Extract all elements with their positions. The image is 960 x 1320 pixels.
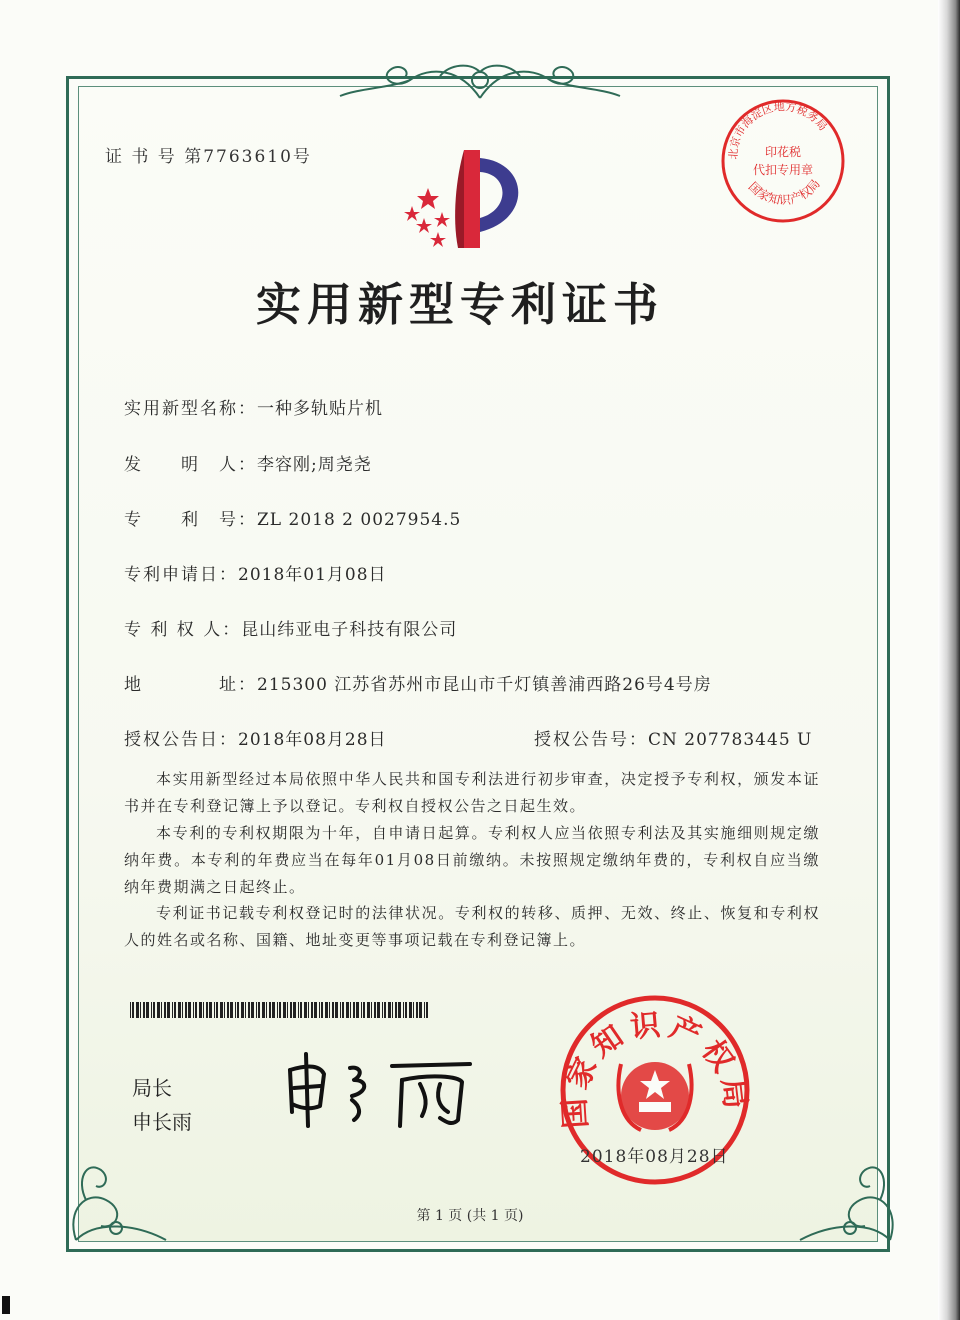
paragraph-1: 本实用新型经过本局依照中华人民共和国专利法进行初步审查，决定授予专利权，颁发本证书并在专利登记簿上予以登记。专利权自授权公告之日起生效。 [124,770,820,815]
barcode-bar [241,1002,244,1018]
field-inventor [124,450,372,475]
barcode-bar [290,1002,292,1018]
barcode-bar [356,1002,359,1018]
barcode-bar [140,1002,141,1018]
barcode-bar [235,1002,236,1018]
tax-stamp-line1: 印花税 [764,145,802,159]
barcode-bar [287,1002,288,1018]
barcode-bar [130,1002,131,1018]
barcode-bar [384,1002,386,1018]
svg-text:国家知识产权局 [557,1007,753,1129]
barcode-bar [185,1002,187,1018]
paragraph-3: 专利证书记载专利权登记时的法律状况。专利权的转移、质押、无效、终止、恢复和专利权人的姓名或名称、国籍、地址变更等事项记载在专利登记簿上。 [124,904,820,949]
field-filing-date [124,560,387,585]
field-value: 昆山纬亚电子科技有限公司 [241,620,458,640]
barcode-bar [374,1002,376,1018]
barcode-bar [293,1002,296,1018]
barcode-bar [283,1002,286,1018]
top-ornament [330,58,630,104]
tax-stamp [718,96,848,226]
scan-edge-shadow [938,0,960,1320]
barcode-bar [161,1002,162,1018]
barcode-bar [298,1002,299,1018]
field-value: 李容刚;周尧尧 [257,455,372,475]
barcode-bar [167,1002,170,1018]
paragraph-2: 本专利的专利权期限为十年，自申请日起算。专利权人应当依照专利法及其实施细则规定缴纳年费。本专利的年费应当在每年01月08日前缴纳。未按照规定缴纳年费的，专利权自应当缴纳年费期满之日起终止。 [124,824,820,896]
barcode-bar [251,1002,254,1018]
field-label: 地 址： [124,675,257,695]
barcode-bar [392,1002,393,1018]
field-utility-model-name [124,394,383,419]
barcode-bar [266,1002,267,1018]
barcode-bar [361,1002,362,1018]
barcode-bar [403,1002,404,1018]
director-title: 局长 [132,1076,172,1100]
certificate-title [0,268,960,333]
barcode-bar [377,1002,380,1018]
field-value: 2018年08月28日 [238,730,387,750]
director-signature [280,1040,480,1130]
barcode-bar [350,1002,351,1018]
barcode-bar [314,1002,317,1018]
barcode-bar [237,1002,239,1018]
barcode-bar [419,1002,422,1018]
field-address [124,670,712,695]
tax-stamp-line2: 代扣专用章 [752,163,814,177]
seal-text: 国家知识产权局 [557,1007,754,1130]
barcode-bar [206,1002,208,1018]
barcode-bar [308,1002,309,1018]
barcode-bar [426,1002,428,1018]
barcode-bar [146,1002,149,1018]
barcode-bar [272,1002,275,1018]
field-value: 2018年01月08日 [238,565,387,585]
field-value: ZL 2018 2 0027954.5 [257,510,462,530]
field-value: 一种多轨贴片机 [257,399,383,419]
barcode-bar [311,1002,313,1018]
barcode-bar [153,1002,155,1018]
director-name: 申长雨 [132,1110,192,1134]
field-label: 授权公告日： [124,730,238,750]
field-label: 实用新型名称： [124,399,257,419]
seal-date: 2018年08月28日 [580,1147,729,1167]
barcode-bar [279,1002,281,1018]
field-label: 授权公告号： [534,730,648,750]
barcode-bar [256,1002,257,1018]
barcode-bar [300,1002,302,1018]
barcode-bar [216,1002,218,1018]
barcode-bar [220,1002,223,1018]
certificate-number: 证 书 号 第7763610号 [105,147,312,167]
barcode-bar [157,1002,160,1018]
page-number: 第 1 页 (共 1 页) [416,1208,524,1224]
barcode-bar [409,1002,412,1018]
field-label: 发 明 人： [124,455,257,475]
scan-mark [2,1296,10,1314]
title-text: 实用新型专利证书 [255,278,664,331]
barcode-bar [209,1002,212,1018]
barcode-bar [248,1002,250,1018]
field-label: 专利申请日： [124,565,238,585]
barcode-bar [195,1002,197,1018]
barcode-bar [353,1002,355,1018]
barcode-bar [329,1002,330,1018]
barcode [130,1002,430,1018]
barcode-bar [245,1002,246,1018]
barcode-bar [367,1002,370,1018]
barcode-bar [371,1002,372,1018]
barcode-bar [269,1002,271,1018]
barcode-bar [214,1002,215,1018]
barcode-bar [416,1002,418,1018]
barcode-bar [325,1002,328,1018]
field-grant-date [124,725,387,750]
barcode-bar [182,1002,183,1018]
barcode-bar [342,1002,344,1018]
barcode-bar [172,1002,173,1018]
patent-office-logo-icon [398,148,538,258]
barcode-bar [346,1002,349,1018]
bottom-right-ornament [780,1140,910,1250]
barcode-bar [413,1002,414,1018]
barcode-bar [224,1002,225,1018]
barcode-bar [136,1002,139,1018]
field-patent-number [124,505,461,530]
barcode-bar [188,1002,191,1018]
barcode-bar [424,1002,425,1018]
barcode-bar [363,1002,365,1018]
barcode-bar [262,1002,265,1018]
barcode-bar [398,1002,401,1018]
barcode-bar [405,1002,407,1018]
tax-stamp-bottom-text: 国家知识产权局 [745,176,823,208]
barcode-bar [174,1002,176,1018]
barcode-bar [335,1002,338,1018]
barcode-bar [199,1002,202,1018]
barcode-bar [230,1002,233,1018]
barcode-bar [193,1002,194,1018]
bottom-left-ornament [56,1140,186,1250]
barcode-bar [132,1002,134,1018]
barcode-bar [164,1002,166,1018]
field-value: CN 207783445 U [648,730,813,750]
tax-stamp-outer-text: 北京市海淀区地方税务局 [726,100,830,160]
barcode-bar [151,1002,152,1018]
field-label: 专 利 权 人： [124,620,242,640]
barcode-bar [277,1002,278,1018]
field-label: 专 利 号： [124,510,257,530]
barcode-bar [395,1002,397,1018]
svg-text:国家知识产权局 [746,177,823,208]
barcode-bar [304,1002,307,1018]
barcode-bar [388,1002,391,1018]
field-value: 215300 江苏省苏州市昆山市千灯镇善浦西路26号4号房 [257,675,712,695]
barcode-bar [227,1002,229,1018]
barcode-bar [143,1002,145,1018]
barcode-bar [203,1002,204,1018]
barcode-bar [332,1002,334,1018]
field-grant-number [534,725,812,750]
barcode-bar [258,1002,260,1018]
barcode-bar [319,1002,320,1018]
barcode-bar [321,1002,323,1018]
barcode-bar [340,1002,341,1018]
barcode-bar [382,1002,383,1018]
barcode-bar [178,1002,181,1018]
field-patentee [124,615,457,640]
